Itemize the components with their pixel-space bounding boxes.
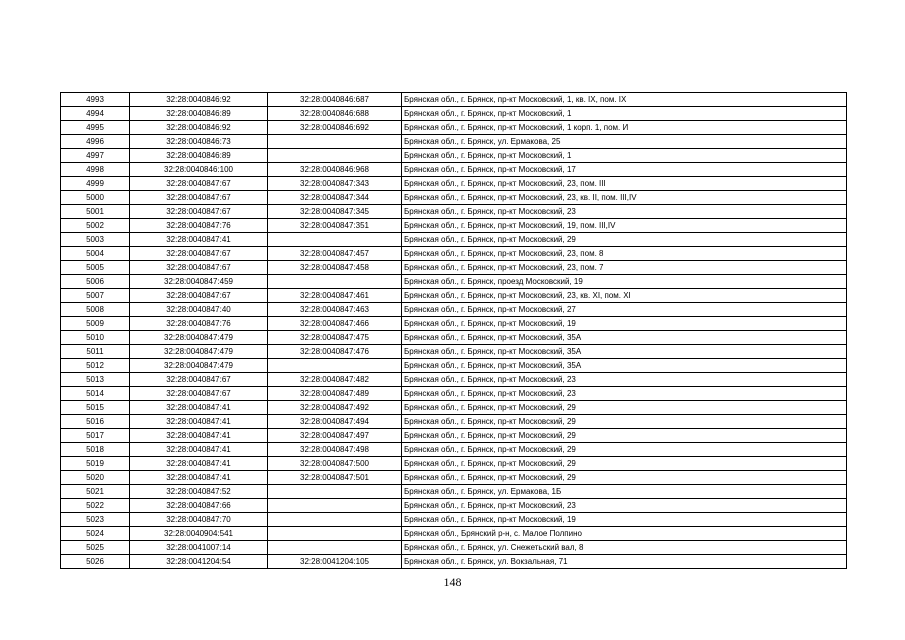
row-number-cell: 5013 <box>61 373 130 387</box>
address-cell: Брянская обл., г. Брянск, пр-кт Московский, 23 <box>402 499 847 513</box>
table-row <box>61 135 847 149</box>
address-cell: Брянская обл., г. Брянск, пр-кт Московский, 29 <box>402 471 847 485</box>
row-number-cell: 5012 <box>61 359 130 373</box>
row-number-cell: 5005 <box>61 261 130 275</box>
address-cell: Брянская обл., г. Брянск, пр-кт Московский, 23 <box>402 387 847 401</box>
parent-cadastral-number-cell: 32:28:0040847:461 <box>268 289 402 303</box>
row-number-cell: 5020 <box>61 471 130 485</box>
address-cell: Брянская обл., г. Брянск, пр-кт Московский, 1 корп. 1, пом. И <box>402 121 847 135</box>
row-number-cell: 4999 <box>61 177 130 191</box>
address-cell: Брянская обл., г. Брянск, пр-кт Московский, 19 <box>402 513 847 527</box>
row-number-cell: 5014 <box>61 387 130 401</box>
cadastral-number-cell: 32:28:0040847:40 <box>130 303 268 317</box>
row-number-cell: 5024 <box>61 527 130 541</box>
address-cell: Брянская обл., г. Брянск, пр-кт Московский, 23, пом. 7 <box>402 261 847 275</box>
cadastral-number-cell: 32:28:0040847:41 <box>130 429 268 443</box>
table-row <box>61 513 847 527</box>
cadastral-number-cell: 32:28:0040847:41 <box>130 233 268 247</box>
cadastral-number-cell: 32:28:0040847:41 <box>130 457 268 471</box>
table-row <box>61 205 847 219</box>
address-cell: Брянская обл., г. Брянск, пр-кт Московский, 19, пом. III,IV <box>402 219 847 233</box>
row-number-cell: 5007 <box>61 289 130 303</box>
parent-cadastral-number-cell: 32:28:0040847:498 <box>268 443 402 457</box>
row-number-cell: 5017 <box>61 429 130 443</box>
table-row <box>61 373 847 387</box>
row-number-cell: 5010 <box>61 331 130 345</box>
parent-cadastral-number-cell: 32:28:0040847:476 <box>268 345 402 359</box>
parent-cadastral-number-cell <box>268 513 402 527</box>
cadastral-number-cell: 32:28:0040847:52 <box>130 485 268 499</box>
table-row <box>61 443 847 457</box>
address-cell: Брянская обл., г. Брянск, пр-кт Московский, 1, кв. IX, пом. IX <box>402 93 847 107</box>
cadastral-number-cell: 32:28:0040847:479 <box>130 359 268 373</box>
table-row <box>61 555 847 569</box>
row-number-cell: 4997 <box>61 149 130 163</box>
cadastral-number-cell: 32:28:0040904:541 <box>130 527 268 541</box>
address-cell: Брянская обл., г. Брянск, ул. Вокзальная, 71 <box>402 555 847 569</box>
parent-cadastral-number-cell <box>268 135 402 149</box>
table-row <box>61 303 847 317</box>
cadastral-number-cell: 32:28:0040846:89 <box>130 107 268 121</box>
parent-cadastral-number-cell <box>268 233 402 247</box>
parent-cadastral-number-cell: 32:28:0040847:343 <box>268 177 402 191</box>
table-row <box>61 247 847 261</box>
cadastral-number-cell: 32:28:0040847:67 <box>130 261 268 275</box>
address-cell: Брянская обл., г. Брянск, пр-кт Московский, 19 <box>402 317 847 331</box>
table-row <box>61 331 847 345</box>
parent-cadastral-number-cell: 32:28:0040847:463 <box>268 303 402 317</box>
address-cell: Брянская обл., г. Брянск, пр-кт Московский, 23, пом. III <box>402 177 847 191</box>
cadastral-number-cell: 32:28:0040846:73 <box>130 135 268 149</box>
cadastral-number-cell: 32:28:0040847:76 <box>130 219 268 233</box>
page-number: 148 <box>443 575 462 589</box>
address-cell: Брянская обл., г. Брянск, пр-кт Московский, 17 <box>402 163 847 177</box>
table-row <box>61 527 847 541</box>
parent-cadastral-number-cell <box>268 275 402 289</box>
table-row <box>61 401 847 415</box>
row-number-cell: 5018 <box>61 443 130 457</box>
address-cell: Брянская обл., г. Брянск, пр-кт Московский, 23 <box>402 205 847 219</box>
table-row <box>61 317 847 331</box>
row-number-cell: 4993 <box>61 93 130 107</box>
table-row <box>61 275 847 289</box>
cadastral-number-cell: 32:28:0040847:67 <box>130 373 268 387</box>
parent-cadastral-number-cell: 32:28:0040847:457 <box>268 247 402 261</box>
address-cell: Брянская обл., г. Брянск, пр-кт Московский, 29 <box>402 443 847 457</box>
cadastral-number-cell: 32:28:0040847:70 <box>130 513 268 527</box>
row-number-cell: 4996 <box>61 135 130 149</box>
row-number-cell: 5025 <box>61 541 130 555</box>
table-row <box>61 289 847 303</box>
address-cell: Брянская обл., г. Брянск, пр-кт Московский, 35А <box>402 345 847 359</box>
row-number-cell: 5019 <box>61 457 130 471</box>
cadastral-number-cell: 32:28:0040846:100 <box>130 163 268 177</box>
cadastral-number-cell: 32:28:0040847:459 <box>130 275 268 289</box>
row-number-cell: 4994 <box>61 107 130 121</box>
row-number-cell: 5016 <box>61 415 130 429</box>
address-cell: Брянская обл., г. Брянск, пр-кт Московский, 35А <box>402 331 847 345</box>
parent-cadastral-number-cell: 32:28:0041204:105 <box>268 555 402 569</box>
address-cell: Брянская обл., г. Брянск, пр-кт Московский, 35А <box>402 359 847 373</box>
parent-cadastral-number-cell: 32:28:0040847:482 <box>268 373 402 387</box>
parent-cadastral-number-cell: 32:28:0040847:466 <box>268 317 402 331</box>
row-number-cell: 5011 <box>61 345 130 359</box>
address-cell: Брянская обл., г. Брянск, ул. Ермакова, 25 <box>402 135 847 149</box>
address-cell: Брянская обл., г. Брянск, ул. Ермакова, 1Б <box>402 485 847 499</box>
parent-cadastral-number-cell <box>268 359 402 373</box>
cadastral-number-cell: 32:28:0040847:41 <box>130 401 268 415</box>
address-cell: Брянская обл., Брянский р-н, с. Малое Полпино <box>402 527 847 541</box>
parent-cadastral-number-cell: 32:28:0040847:345 <box>268 205 402 219</box>
row-number-cell: 5023 <box>61 513 130 527</box>
row-number-cell: 5021 <box>61 485 130 499</box>
table-row <box>61 93 847 107</box>
row-number-cell: 5008 <box>61 303 130 317</box>
cadastral-number-cell: 32:28:0040847:67 <box>130 289 268 303</box>
table-row <box>61 415 847 429</box>
table-row <box>61 345 847 359</box>
table-row <box>61 485 847 499</box>
table-row <box>61 107 847 121</box>
address-cell: Брянская обл., г. Брянск, пр-кт Московский, 29 <box>402 457 847 471</box>
cadastral-number-cell: 32:28:0040847:76 <box>130 317 268 331</box>
parent-cadastral-number-cell <box>268 527 402 541</box>
row-number-cell: 5001 <box>61 205 130 219</box>
address-cell: Брянская обл., г. Брянск, ул. Снежетьский вал, 8 <box>402 541 847 555</box>
cadastral-number-cell: 32:28:0040847:67 <box>130 247 268 261</box>
address-cell: Брянская обл., г. Брянск, пр-кт Московский, 1 <box>402 107 847 121</box>
cadastral-number-cell: 32:28:0040847:41 <box>130 415 268 429</box>
table-row <box>61 541 847 555</box>
address-cell: Брянская обл., г. Брянск, пр-кт Московский, 29 <box>402 401 847 415</box>
row-number-cell: 5026 <box>61 555 130 569</box>
cadastral-number-cell: 32:28:0040846:92 <box>130 93 268 107</box>
address-cell: Брянская обл., г. Брянск, пр-кт Московский, 29 <box>402 415 847 429</box>
cadastral-number-cell: 32:28:0040846:92 <box>130 121 268 135</box>
row-number-cell: 4998 <box>61 163 130 177</box>
row-number-cell: 5004 <box>61 247 130 261</box>
row-number-cell: 5002 <box>61 219 130 233</box>
cadastral-number-cell: 32:28:0040847:67 <box>130 177 268 191</box>
cadastral-number-cell: 32:28:0041204:54 <box>130 555 268 569</box>
table-row <box>61 457 847 471</box>
cadastral-number-cell: 32:28:0040847:479 <box>130 345 268 359</box>
parent-cadastral-number-cell <box>268 485 402 499</box>
parent-cadastral-number-cell: 32:28:0040847:497 <box>268 429 402 443</box>
address-cell: Брянская обл., г. Брянск, пр-кт Московский, 29 <box>402 429 847 443</box>
row-number-cell: 5015 <box>61 401 130 415</box>
address-cell: Брянская обл., г. Брянск, пр-кт Московский, 23, кв. II, пом. III,IV <box>402 191 847 205</box>
table-row <box>61 387 847 401</box>
registry-table-body <box>61 93 847 569</box>
address-cell: Брянская обл., г. Брянск, пр-кт Московский, 1 <box>402 149 847 163</box>
cadastral-number-cell: 32:28:0040847:41 <box>130 471 268 485</box>
parent-cadastral-number-cell: 32:28:0040846:968 <box>268 163 402 177</box>
table-row <box>61 177 847 191</box>
parent-cadastral-number-cell <box>268 149 402 163</box>
row-number-cell: 5003 <box>61 233 130 247</box>
row-number-cell: 5006 <box>61 275 130 289</box>
parent-cadastral-number-cell: 32:28:0040847:344 <box>268 191 402 205</box>
parent-cadastral-number-cell: 32:28:0040847:351 <box>268 219 402 233</box>
parent-cadastral-number-cell <box>268 499 402 513</box>
cadastral-number-cell: 32:28:0040847:67 <box>130 191 268 205</box>
parent-cadastral-number-cell: 32:28:0040847:494 <box>268 415 402 429</box>
table-row <box>61 149 847 163</box>
address-cell: Брянская обл., г. Брянск, пр-кт Московский, 23, кв. XI, пом. XI <box>402 289 847 303</box>
address-cell: Брянская обл., г. Брянск, пр-кт Московский, 29 <box>402 233 847 247</box>
parent-cadastral-number-cell: 32:28:0040846:687 <box>268 93 402 107</box>
address-cell: Брянская обл., г. Брянск, пр-кт Московский, 23 <box>402 373 847 387</box>
address-cell: Брянская обл., г. Брянск, пр-кт Московский, 23, пом. 8 <box>402 247 847 261</box>
parent-cadastral-number-cell: 32:28:0040846:688 <box>268 107 402 121</box>
parent-cadastral-number-cell: 32:28:0040847:500 <box>268 457 402 471</box>
table-row <box>61 261 847 275</box>
table-row <box>61 219 847 233</box>
address-cell: Брянская обл., г. Брянск, проезд Московский, 19 <box>402 275 847 289</box>
parent-cadastral-number-cell <box>268 541 402 555</box>
row-number-cell: 5009 <box>61 317 130 331</box>
table-row <box>61 429 847 443</box>
table-row <box>61 121 847 135</box>
cadastral-number-cell: 32:28:0040847:479 <box>130 331 268 345</box>
parent-cadastral-number-cell: 32:28:0040847:475 <box>268 331 402 345</box>
parent-cadastral-number-cell: 32:28:0040847:501 <box>268 471 402 485</box>
row-number-cell: 5000 <box>61 191 130 205</box>
cadastral-number-cell: 32:28:0040847:66 <box>130 499 268 513</box>
table-row <box>61 359 847 373</box>
cadastral-number-cell: 32:28:0040847:41 <box>130 443 268 457</box>
parent-cadastral-number-cell: 32:28:0040847:458 <box>268 261 402 275</box>
table-row <box>61 163 847 177</box>
table-row <box>61 191 847 205</box>
cadastral-number-cell: 32:28:0040847:67 <box>130 205 268 219</box>
cadastral-number-cell: 32:28:0040847:67 <box>130 387 268 401</box>
parent-cadastral-number-cell: 32:28:0040846:692 <box>268 121 402 135</box>
address-cell: Брянская обл., г. Брянск, пр-кт Московский, 27 <box>402 303 847 317</box>
row-number-cell: 4995 <box>61 121 130 135</box>
cadastral-number-cell: 32:28:0041007:14 <box>130 541 268 555</box>
row-number-cell: 5022 <box>61 499 130 513</box>
registry-table <box>60 92 847 569</box>
cadastral-number-cell: 32:28:0040846:89 <box>130 149 268 163</box>
table-row <box>61 499 847 513</box>
parent-cadastral-number-cell: 32:28:0040847:492 <box>268 401 402 415</box>
parent-cadastral-number-cell: 32:28:0040847:489 <box>268 387 402 401</box>
table-row <box>61 471 847 485</box>
table-row <box>61 233 847 247</box>
